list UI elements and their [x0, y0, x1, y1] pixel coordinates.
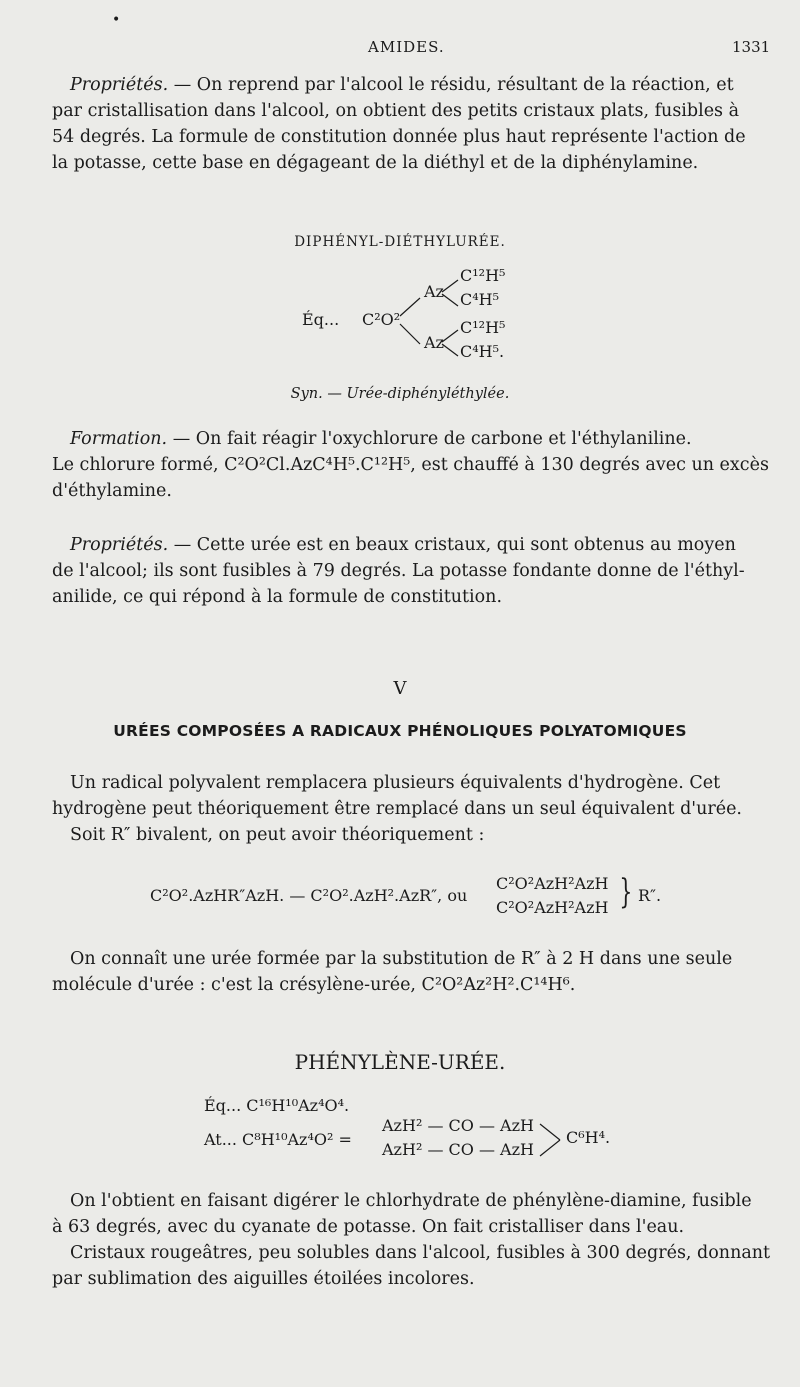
text-line: — On fait réagir l'oxychlorure de carbone et l'éthylaniline.	[172, 429, 692, 449]
text-line: Soit R″ bivalent, on peut avoir théoriquement :	[70, 825, 485, 845]
eq-label: Éq...	[302, 310, 340, 329]
formula-top: AzH² — CO — AzH	[382, 1116, 534, 1135]
text-line: — On reprend par l'alcool le résidu, résultant de la réaction, et	[173, 75, 734, 95]
text-line: On l'obtient en faisant digérer le chlorhydrate de phénylène-diamine, fusible	[70, 1191, 752, 1211]
text-line: d'éthylamine.	[52, 481, 172, 501]
az-bottom: Az	[424, 333, 444, 352]
formula-bottom: AzH² — CO — AzH	[382, 1140, 534, 1159]
section-numeral: V	[393, 678, 407, 699]
text-line: Un radical polyvalent remplacera plusieurs équivalents d'hydrogène. Cet	[70, 773, 721, 793]
substituent: C⁴H⁵.	[460, 342, 505, 361]
compound-title: DIPHÉNYL-DIÉTHYLURÉE.	[294, 234, 506, 250]
paragraph-preparation	[52, 1188, 772, 1292]
paragraph-radical	[52, 770, 772, 848]
formula-bottom: C²O²AzH²AzH	[496, 898, 609, 917]
az-top: Az	[424, 282, 444, 301]
text-line: par sublimation des aiguilles étoilées incolores.	[52, 1269, 475, 1289]
text-line: à 63 degrés, avec du cyanate de potasse. On fait cristalliser dans l'eau.	[52, 1217, 685, 1237]
substituent: C¹²H⁵	[460, 318, 506, 337]
paragraph-lead: Formation.	[70, 429, 168, 449]
substituent: C⁴H⁵	[460, 290, 500, 309]
paragraph-proprietes-1	[52, 72, 772, 176]
text-line: hydrogène peut théoriquement être remplacé dans un seul équivalent d'urée.	[52, 799, 742, 819]
eq-line: Éq... C¹⁶H¹⁰Az⁴O⁴.	[204, 1096, 350, 1115]
text-line: Le chlorure formé, C²O²Cl.AzC⁴H⁵.C¹²H⁵, est chauffé à 130 degrés avec un excès	[52, 455, 769, 475]
formula-core: C²O²	[362, 310, 401, 329]
formula-right: R″.	[638, 886, 662, 905]
synonym: Syn. — Urée-diphényléthylée.	[290, 386, 510, 402]
brace: }	[619, 872, 633, 912]
formula-right: C⁶H⁴.	[566, 1128, 611, 1147]
text-line: Cristaux rougeâtres, peu solubles dans l'alcool, fusibles à 300 degrés, donnant	[70, 1243, 771, 1263]
text-line: la potasse, cette base en dégageant de la diéthyl et de la diphénylamine.	[52, 153, 699, 173]
text-line: — Cette urée est en beaux cristaux, qui sont obtenus au moyen	[173, 535, 736, 555]
page-mark: •	[112, 12, 121, 28]
text-line: par cristallisation dans l'alcool, on obtient des petits cristaux plats, fusibles à	[52, 101, 740, 121]
formula-left: C²O².AzHR″AzH. — C²O².AzH².AzR″, ou	[150, 886, 468, 905]
text-line: anilide, ce qui répond à la formule de constitution.	[52, 587, 503, 607]
text-line: On connaît une urée formée par la substitution de R″ à 2 H dans une seule	[70, 949, 733, 969]
compound-title: PHÉNYLÈNE-URÉE.	[294, 1050, 506, 1074]
formula-bonds	[538, 1120, 562, 1160]
paragraph-cresylene	[52, 946, 772, 998]
paragraph-proprietes-2	[52, 532, 772, 610]
formula-top: C²O²AzH²AzH	[496, 874, 609, 893]
page-number: 1331	[732, 38, 771, 56]
substituent: C¹²H⁵	[460, 266, 506, 285]
text-line: molécule d'urée : c'est la crésylène-urée, C²O²Az²H².C¹⁴H⁶.	[52, 975, 576, 995]
section-title: URÉES COMPOSÉES A RADICAUX PHÉNOLIQUES POLYATOMIQUES	[113, 722, 687, 740]
paragraph-formation	[52, 426, 772, 504]
at-line: At... C⁸H¹⁰Az⁴O² =	[204, 1130, 352, 1149]
running-title: AMIDES.	[368, 38, 445, 56]
text-line: 54 degrés. La formule de constitution donnée plus haut représente l'action de	[52, 127, 746, 147]
paragraph-lead: Propriétés.	[70, 535, 169, 555]
paragraph-lead: Propriétés.	[70, 75, 169, 95]
text-line: de l'alcool; ils sont fusibles à 79 degrés. La potasse fondante donne de l'éthyl-	[52, 561, 745, 581]
